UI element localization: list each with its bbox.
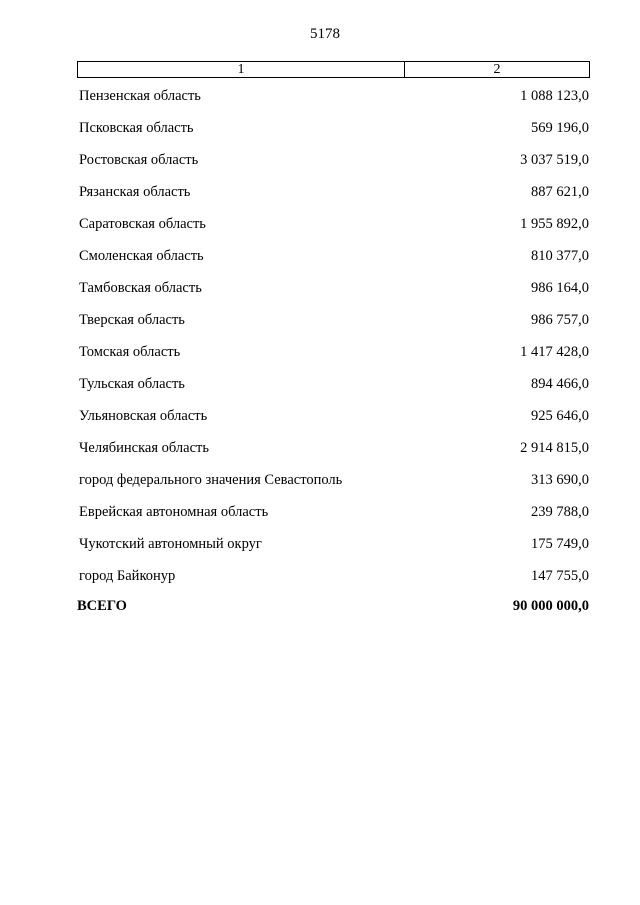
region-name: Тверская область <box>79 312 185 328</box>
table-row <box>79 244 589 276</box>
region-name: Ростовская область <box>79 152 199 168</box>
region-value: 887 621,0 <box>531 184 589 200</box>
region-value: 986 164,0 <box>531 280 589 296</box>
table-row <box>79 532 589 564</box>
table-row <box>79 212 589 244</box>
region-name: Смоленская область <box>79 248 204 264</box>
total-label: ВСЕГО <box>77 598 127 614</box>
table-row <box>79 468 589 500</box>
region-value: 1 417 428,0 <box>520 344 589 360</box>
region-value: 175 749,0 <box>531 536 589 552</box>
region-value: 986 757,0 <box>531 312 589 328</box>
region-value: 147 755,0 <box>531 568 589 584</box>
total-value: 90 000 000,0 <box>512 598 589 614</box>
region-value: 1 955 892,0 <box>520 216 589 232</box>
table-row <box>79 148 589 180</box>
table-row <box>79 436 589 468</box>
table-body <box>79 84 589 596</box>
region-value: 569 196,0 <box>531 120 589 136</box>
region-name: Чукотский автономный округ <box>79 536 262 552</box>
table-row <box>79 564 589 596</box>
table-row <box>79 180 589 212</box>
region-name: Тамбовская область <box>79 280 202 296</box>
region-name: Еврейская автономная область <box>79 504 269 520</box>
region-name: Челябинская область <box>79 440 209 456</box>
table-row <box>79 404 589 436</box>
total-row <box>77 595 589 617</box>
table-header <box>77 61 590 78</box>
region-value: 239 788,0 <box>531 504 589 520</box>
region-name: город федерального значения Севастополь <box>79 472 343 488</box>
region-value: 810 377,0 <box>531 248 589 264</box>
region-name: Пензенская область <box>79 88 201 104</box>
region-name: Саратовская область <box>79 216 206 232</box>
region-value: 3 037 519,0 <box>520 152 589 168</box>
region-name: город Байконур <box>79 568 176 584</box>
region-name: Рязанская область <box>79 184 191 200</box>
region-value: 1 088 123,0 <box>520 88 589 104</box>
table-row <box>79 500 589 532</box>
region-name: Томская область <box>79 344 181 360</box>
header-column-2: 2 <box>493 62 501 77</box>
table-row <box>79 84 589 116</box>
region-name: Ульяновская область <box>79 408 208 424</box>
region-value: 2 914 815,0 <box>520 440 589 456</box>
table-row <box>79 116 589 148</box>
region-value: 313 690,0 <box>531 472 589 488</box>
table-row <box>79 372 589 404</box>
page-number: 5178 <box>310 26 340 42</box>
region-name: Тульская область <box>79 376 185 392</box>
header-column-1: 1 <box>78 62 405 77</box>
table-row <box>79 340 589 372</box>
region-value: 925 646,0 <box>531 408 589 424</box>
table-row <box>79 308 589 340</box>
region-name: Псковская область <box>79 120 194 136</box>
region-value: 894 466,0 <box>531 376 589 392</box>
table-row <box>79 276 589 308</box>
